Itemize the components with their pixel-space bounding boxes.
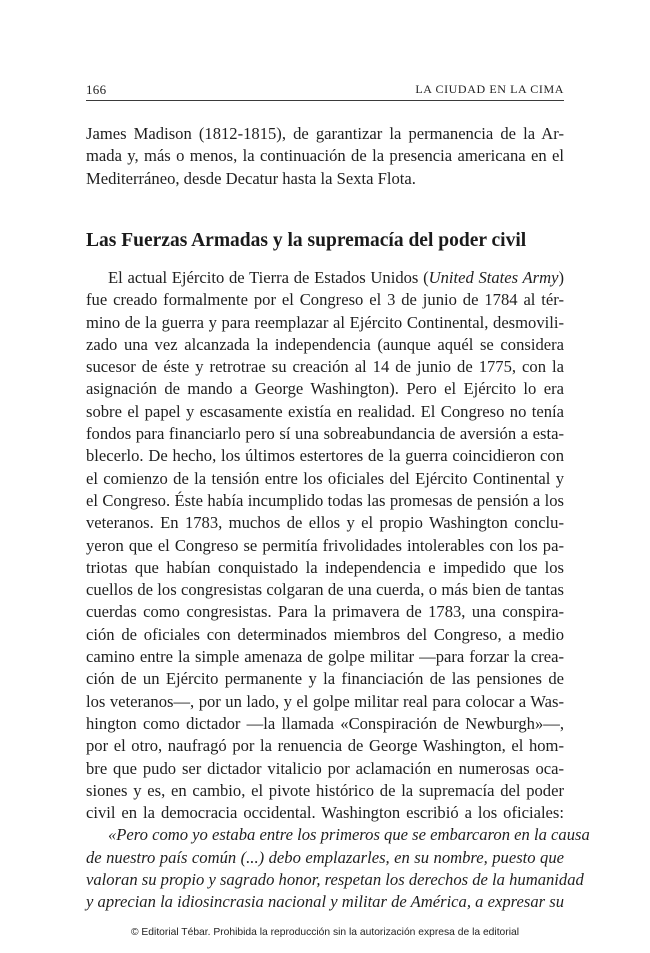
text-line: los veteranos—, por un lado, y el golpe militar real para colocar a Was- [86,691,564,711]
text-line: ción de un Ejército permanente y la financiación de las pensiones de [86,669,564,689]
text-line: fondos para financiarlo pero sí una sobreabundancia de aversión a esta- [86,424,564,444]
body-paragraph [86,267,590,914]
copyright-footer: © Editorial Tébar. Prohibida la reproducción sin la autorización expresa de la editorial [130,927,520,938]
running-head-title: LA CIUDAD EN LA CIMA [415,82,564,96]
text-run: ) [558,268,564,287]
text-line: sucesor de éste y retrotrae su creación al 14 de junio de 1775, con la [86,357,564,377]
text-line: por el otro, naufragó por la renuencia de George Washington, el hom- [86,736,564,756]
quote-line: valoran su propio y sagrado honor, respetan los derechos de la humanidad [86,870,584,890]
text-line: sobre el papel y escasamente existía en realidad. El Congreso no tenía [86,401,564,421]
text-line: siones y es, en cambio, el pivote histórico de la supremacía del poder [86,780,564,800]
text-line: el comienzo de la tensión entre los oficiales del Ejército Continental y [86,468,564,488]
quote-line: de nuestro país común (...) debo emplazarles, en su nombre, puesto que [86,847,564,867]
italic-term: United States Army [428,268,559,287]
section-title: Las Fuerzas Armadas y la supremacía del poder civil [86,230,527,251]
text-line: ción de oficiales con determinados miembros del Congreso, a medio [86,624,564,644]
running-header [86,82,564,101]
text-line: blecerlo. De hecho, los últimos estertores de la guerra coincidieron con [86,446,564,466]
text-run: El actual Ejército de Tierra de Estados Unidos ( [108,268,429,287]
text-line: el Congreso. Éste había incumplido todas las promesas de pensión a los [86,490,564,510]
text-line: camino entre la simple amenaza de golpe militar —para forzar la crea- [86,647,564,667]
text-line: asignación de mando a George Washington). Pero el Ejército lo era [86,379,564,399]
text-line: James Madison (1812-1815), de garantizar la permanencia de la Ar- [86,124,564,143]
quote-line: y aprecian la idiosincrasia nacional y militar de América, a expresar su [86,892,564,912]
page-number: 166 [86,82,107,97]
text-line: triotas que habían conquistado la independencia e impedido que los [86,557,564,577]
text-line: hington como dictador —la llamada «Conspiración de Newburgh»—, [86,713,564,733]
text-line: yeron que el Congreso se permitía frivolidades intolerables con los pa- [86,535,564,555]
text-line: cuellos de los congresistas colgaran de una cuerda, o más bien de tantas [86,580,564,600]
text-line: mada y, más o menos, la continuación de la presencia americana en el [86,146,564,166]
text-line: fue creado formalmente por el Congreso el 3 de junio de 1784 al tér- [86,290,564,310]
quote-line: «Pero como yo estaba entre los primeros que se embarcaron en la causa [108,825,590,845]
text-line: Mediterráneo, desde Decatur hasta la Sexta Flota. [86,168,416,188]
intro-paragraph [86,123,564,190]
text-line: mino de la guerra y para reemplazar al Ejército Continental, desmovili- [86,312,564,332]
text-line: veteranos. En 1783, muchos de ellos y el propio Washington conclu- [86,513,564,533]
text-line: bre que pudo ser dictador vitalicio por aclamación en numerosas oca- [86,758,564,778]
text-line: cuerdas como congresistas. Para la primavera de 1783, una conspira- [86,602,564,622]
text-line: zado una vez alcanzada la independencia (aunque aquél se considera [86,334,564,354]
text-line: civil en la democracia occidental. Washington escribió a los oficiales: [86,803,564,823]
text-line-first [86,267,564,289]
